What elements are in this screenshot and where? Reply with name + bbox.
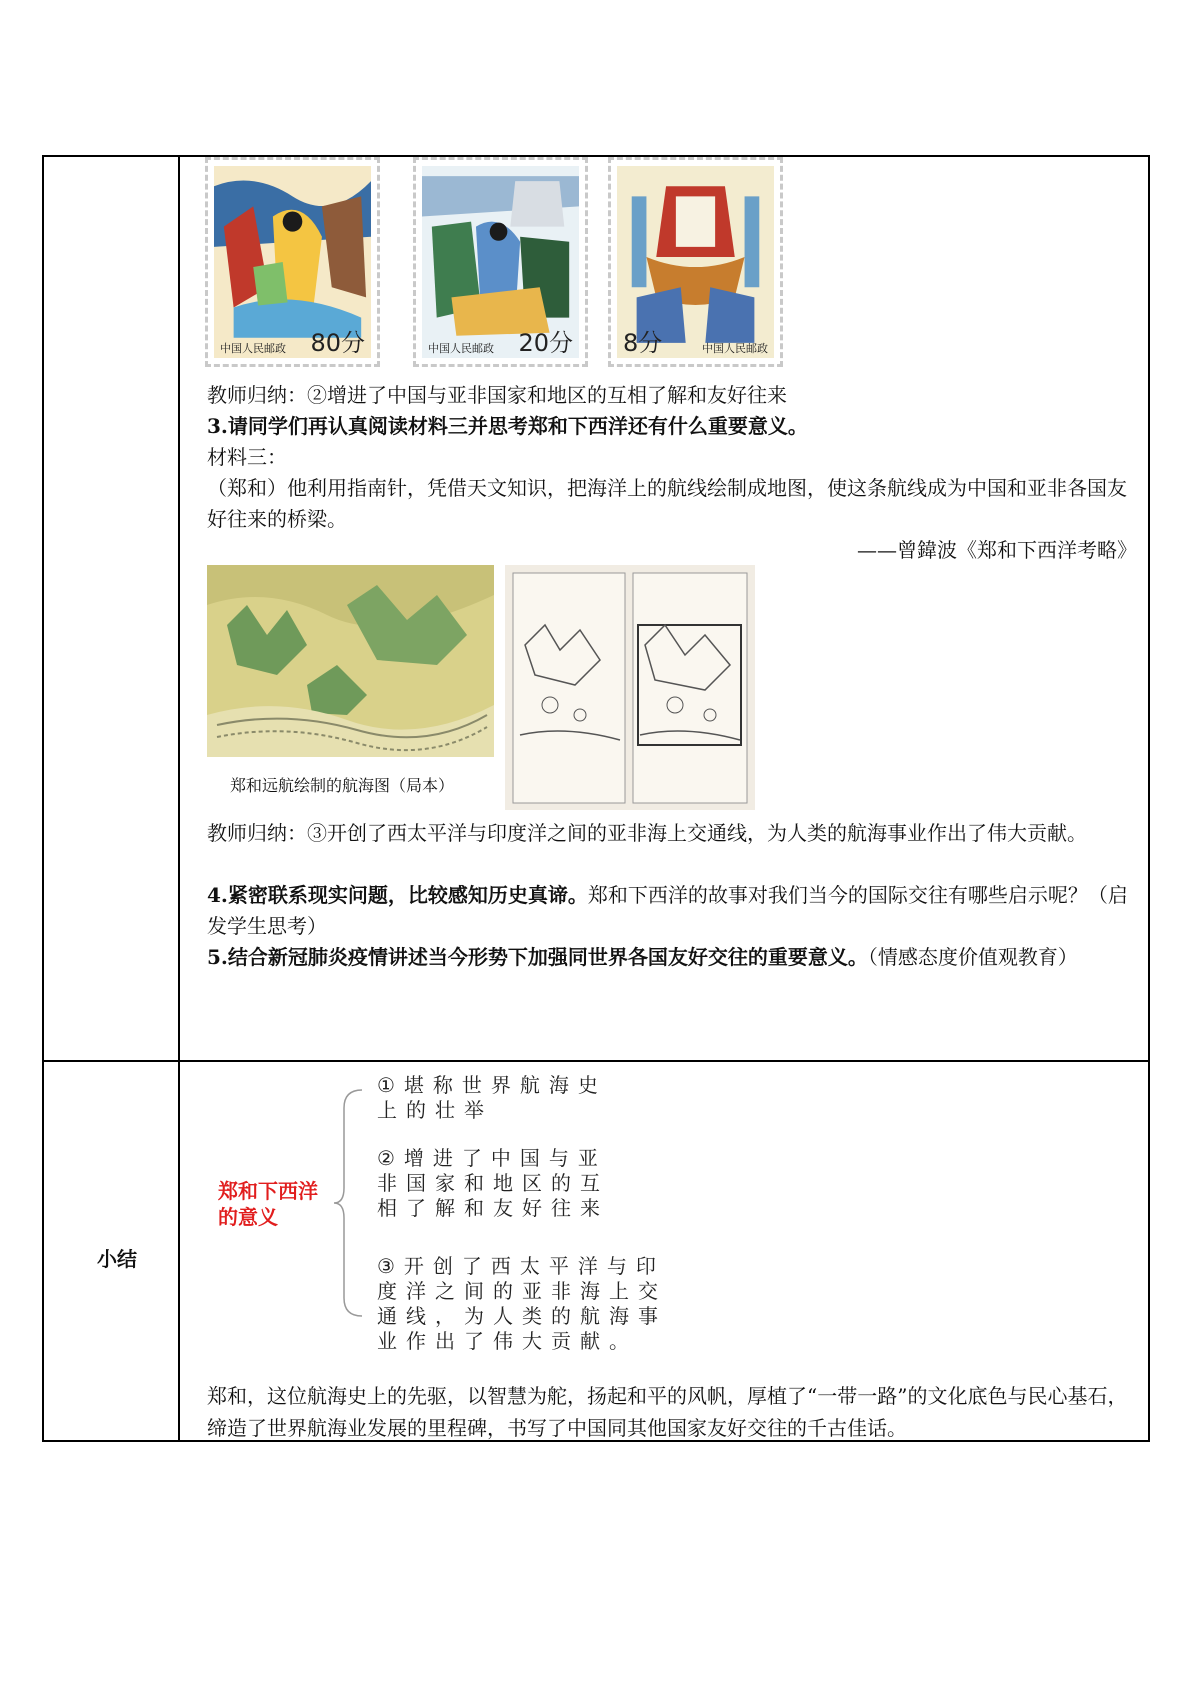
map-caption: 郑和远航绘制的航海图（局本） [230, 776, 455, 795]
summary-point-3-line: 通线，为人类的航海事 [377, 1304, 667, 1328]
chart-book-image [505, 565, 755, 810]
question-4-rest: 郑和下西洋的故事对我们当今的国际交往有哪些启示呢？（启发学生思考） [207, 883, 1128, 938]
stamp-2-caption: 中国人民邮政 [428, 342, 494, 355]
summary-point-3-line: ③开创了西太平洋与印 [377, 1254, 665, 1278]
summary-point-2-line: 相了解和友好往来 [377, 1196, 609, 1220]
material-3-source: ——曾鍏波《郑和下西洋考略》 [857, 538, 1137, 562]
stamp-3-caption: 中国人民邮政 [702, 342, 768, 355]
stamp-1 [205, 157, 380, 367]
summary-point-1-line: 上的壮举 [377, 1098, 493, 1122]
stamp-1-value: 80分 [310, 329, 365, 357]
conclusion-2: 教师归纳：②增进了中国与亚非国家和地区的互相了解和友好往来 [207, 383, 787, 407]
question-4 [207, 880, 1137, 942]
material-3-text: （郑和）他利用指南针，凭借天文知识，把海洋上的航线绘制成地图，使这条航线成为中国和亚非各国友好往来的桥梁。 [207, 476, 1127, 531]
summary-point-2-line: 非国家和地区的互 [377, 1171, 609, 1195]
conclusion-3: 教师归纳：③开创了西太平洋与印度洋之间的亚非海上交通线，为人类的航海事业作出了伟大贡献。 [207, 821, 1087, 845]
question-5-bold: 5.结合新冠肺炎疫情讲述当今形势下加强同世界各国友好交往的重要意义。 [207, 945, 868, 969]
stamp-2-value: 20分 [518, 329, 573, 357]
summary-point-2-line: ②增进了中国与亚 [377, 1146, 607, 1170]
summary-label: 小结 [97, 1247, 137, 1271]
question-5-rest: （情感态度价值观教育） [867, 945, 1078, 969]
question-4-bold: 4.紧密联系现实问题，比较感知历史真谛。 [207, 883, 588, 907]
material-3-label: 材料三： [207, 445, 287, 469]
summary-title: 郑和下西洋的意义 [218, 1179, 318, 1229]
question-5 [207, 942, 1137, 973]
summary-point-1-line: ①堪称世界航海史 [377, 1073, 607, 1097]
question-3: 3.请同学们再认真阅读材料三并思考郑和下西洋还有什么重要意义。 [207, 414, 808, 438]
nautical-chart-image [207, 565, 494, 757]
summary-brace [334, 1088, 364, 1318]
stamp-2 [413, 157, 588, 367]
summary-closing: 郑和，这位航海史上的先驱，以智慧为舵，扬起和平的风帆，厚植了“一带一路”的文化底色与民心基石，缔造了世界航海业发展的里程碑，书写了中国同其他国家友好交往的千古佳话。 [207, 1384, 1128, 1440]
stamp-3-value: 8分 [623, 329, 663, 357]
summary-point-3-line: 度洋之间的亚非海上交 [377, 1279, 667, 1303]
stamp-1-caption: 中国人民邮政 [220, 342, 286, 355]
summary-point-3-line: 业作出了伟大贡献。 [377, 1329, 638, 1353]
stamp-3 [608, 157, 783, 367]
